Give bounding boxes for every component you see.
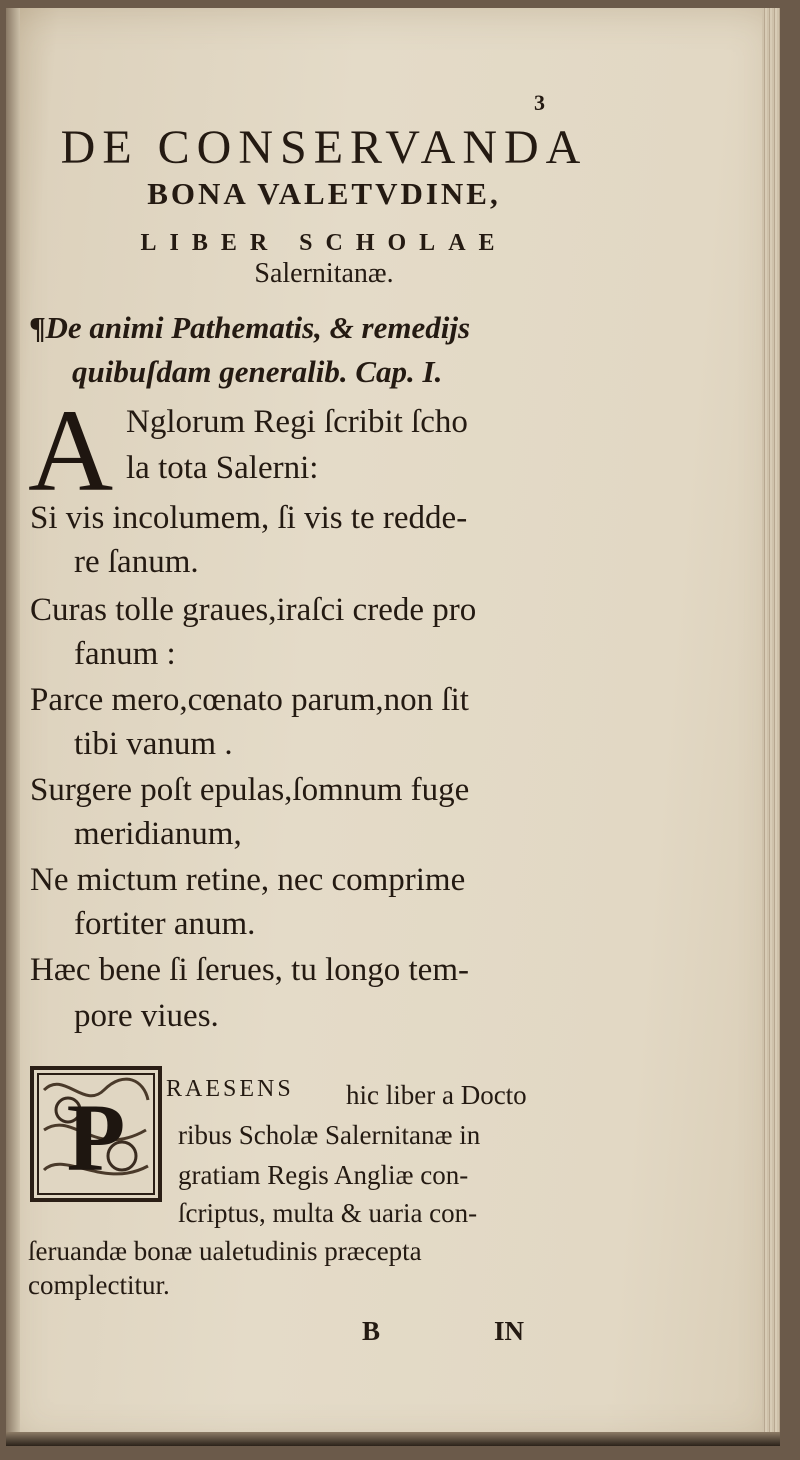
page-bottom-edge (6, 1432, 780, 1446)
title-line-3: LIBER SCHOLAE (140, 230, 508, 256)
verse-line: fanum : (74, 636, 176, 672)
verse-line: tibi vanum . (74, 726, 233, 762)
chapter-heading-line-2: quibuſdam generalib. Cap. I. (72, 354, 443, 389)
verse-line: Si vis incolumem, ſi vis te redde- (30, 500, 468, 536)
title-line-2: BONA VALETVDINE, (147, 176, 501, 211)
prose-first-word: RAESENS (166, 1076, 294, 1102)
verse-line: pore viues. (74, 998, 219, 1034)
prose-line: hic liber a Docto (346, 1080, 527, 1110)
prose-line: ſeruandæ bonæ ualetudinis præcepta (28, 1236, 422, 1266)
page-folio-number: 3 (534, 90, 545, 115)
verse-line: Nglorum Regi ſcribit ſcho (126, 404, 468, 440)
svg-text:P: P (66, 1084, 126, 1191)
verse-line: meridianum, (74, 816, 242, 852)
verse-drop-cap: A (28, 385, 114, 516)
verse-line: fortiter anum. (74, 906, 256, 942)
prose-line: ſcriptus, multa & uaria con- (178, 1198, 478, 1228)
prose-line: complectitur. (28, 1270, 170, 1300)
title-line-4: Salernitanæ. (254, 258, 394, 289)
decorated-initial (30, 1066, 162, 1202)
verse-line: Curas tolle graues,iraſci crede pro (30, 592, 477, 628)
prose-line: ribus Scholæ Salernitanæ in (178, 1120, 481, 1150)
ornament-initial-icon (34, 1070, 158, 1198)
page-gutter (6, 8, 20, 1446)
catchword: IN (494, 1316, 525, 1346)
verse-line: Hæc bene ſi ſerues, tu longo tem- (30, 952, 469, 988)
book-page (6, 8, 780, 1446)
verse-line: Parce mero,cœnato parum,non ſit (30, 682, 469, 718)
prose-line: gratiam Regis Angliæ con- (178, 1160, 469, 1190)
signature-mark: B (362, 1316, 381, 1346)
verse-line: Surgere poſt epulas,ſomnum fuge (30, 772, 470, 808)
verse-line: Ne mictum retine, nec comprime (30, 862, 466, 898)
verse-line: re ſanum. (74, 544, 199, 580)
verse-line: la tota Salerni: (126, 450, 319, 486)
chapter-heading-line-1: ¶De animi Pathematis, & remediјs (30, 310, 471, 345)
title-line-1: DE CONSERVANDA (60, 121, 588, 174)
page-fore-edge (762, 8, 780, 1446)
